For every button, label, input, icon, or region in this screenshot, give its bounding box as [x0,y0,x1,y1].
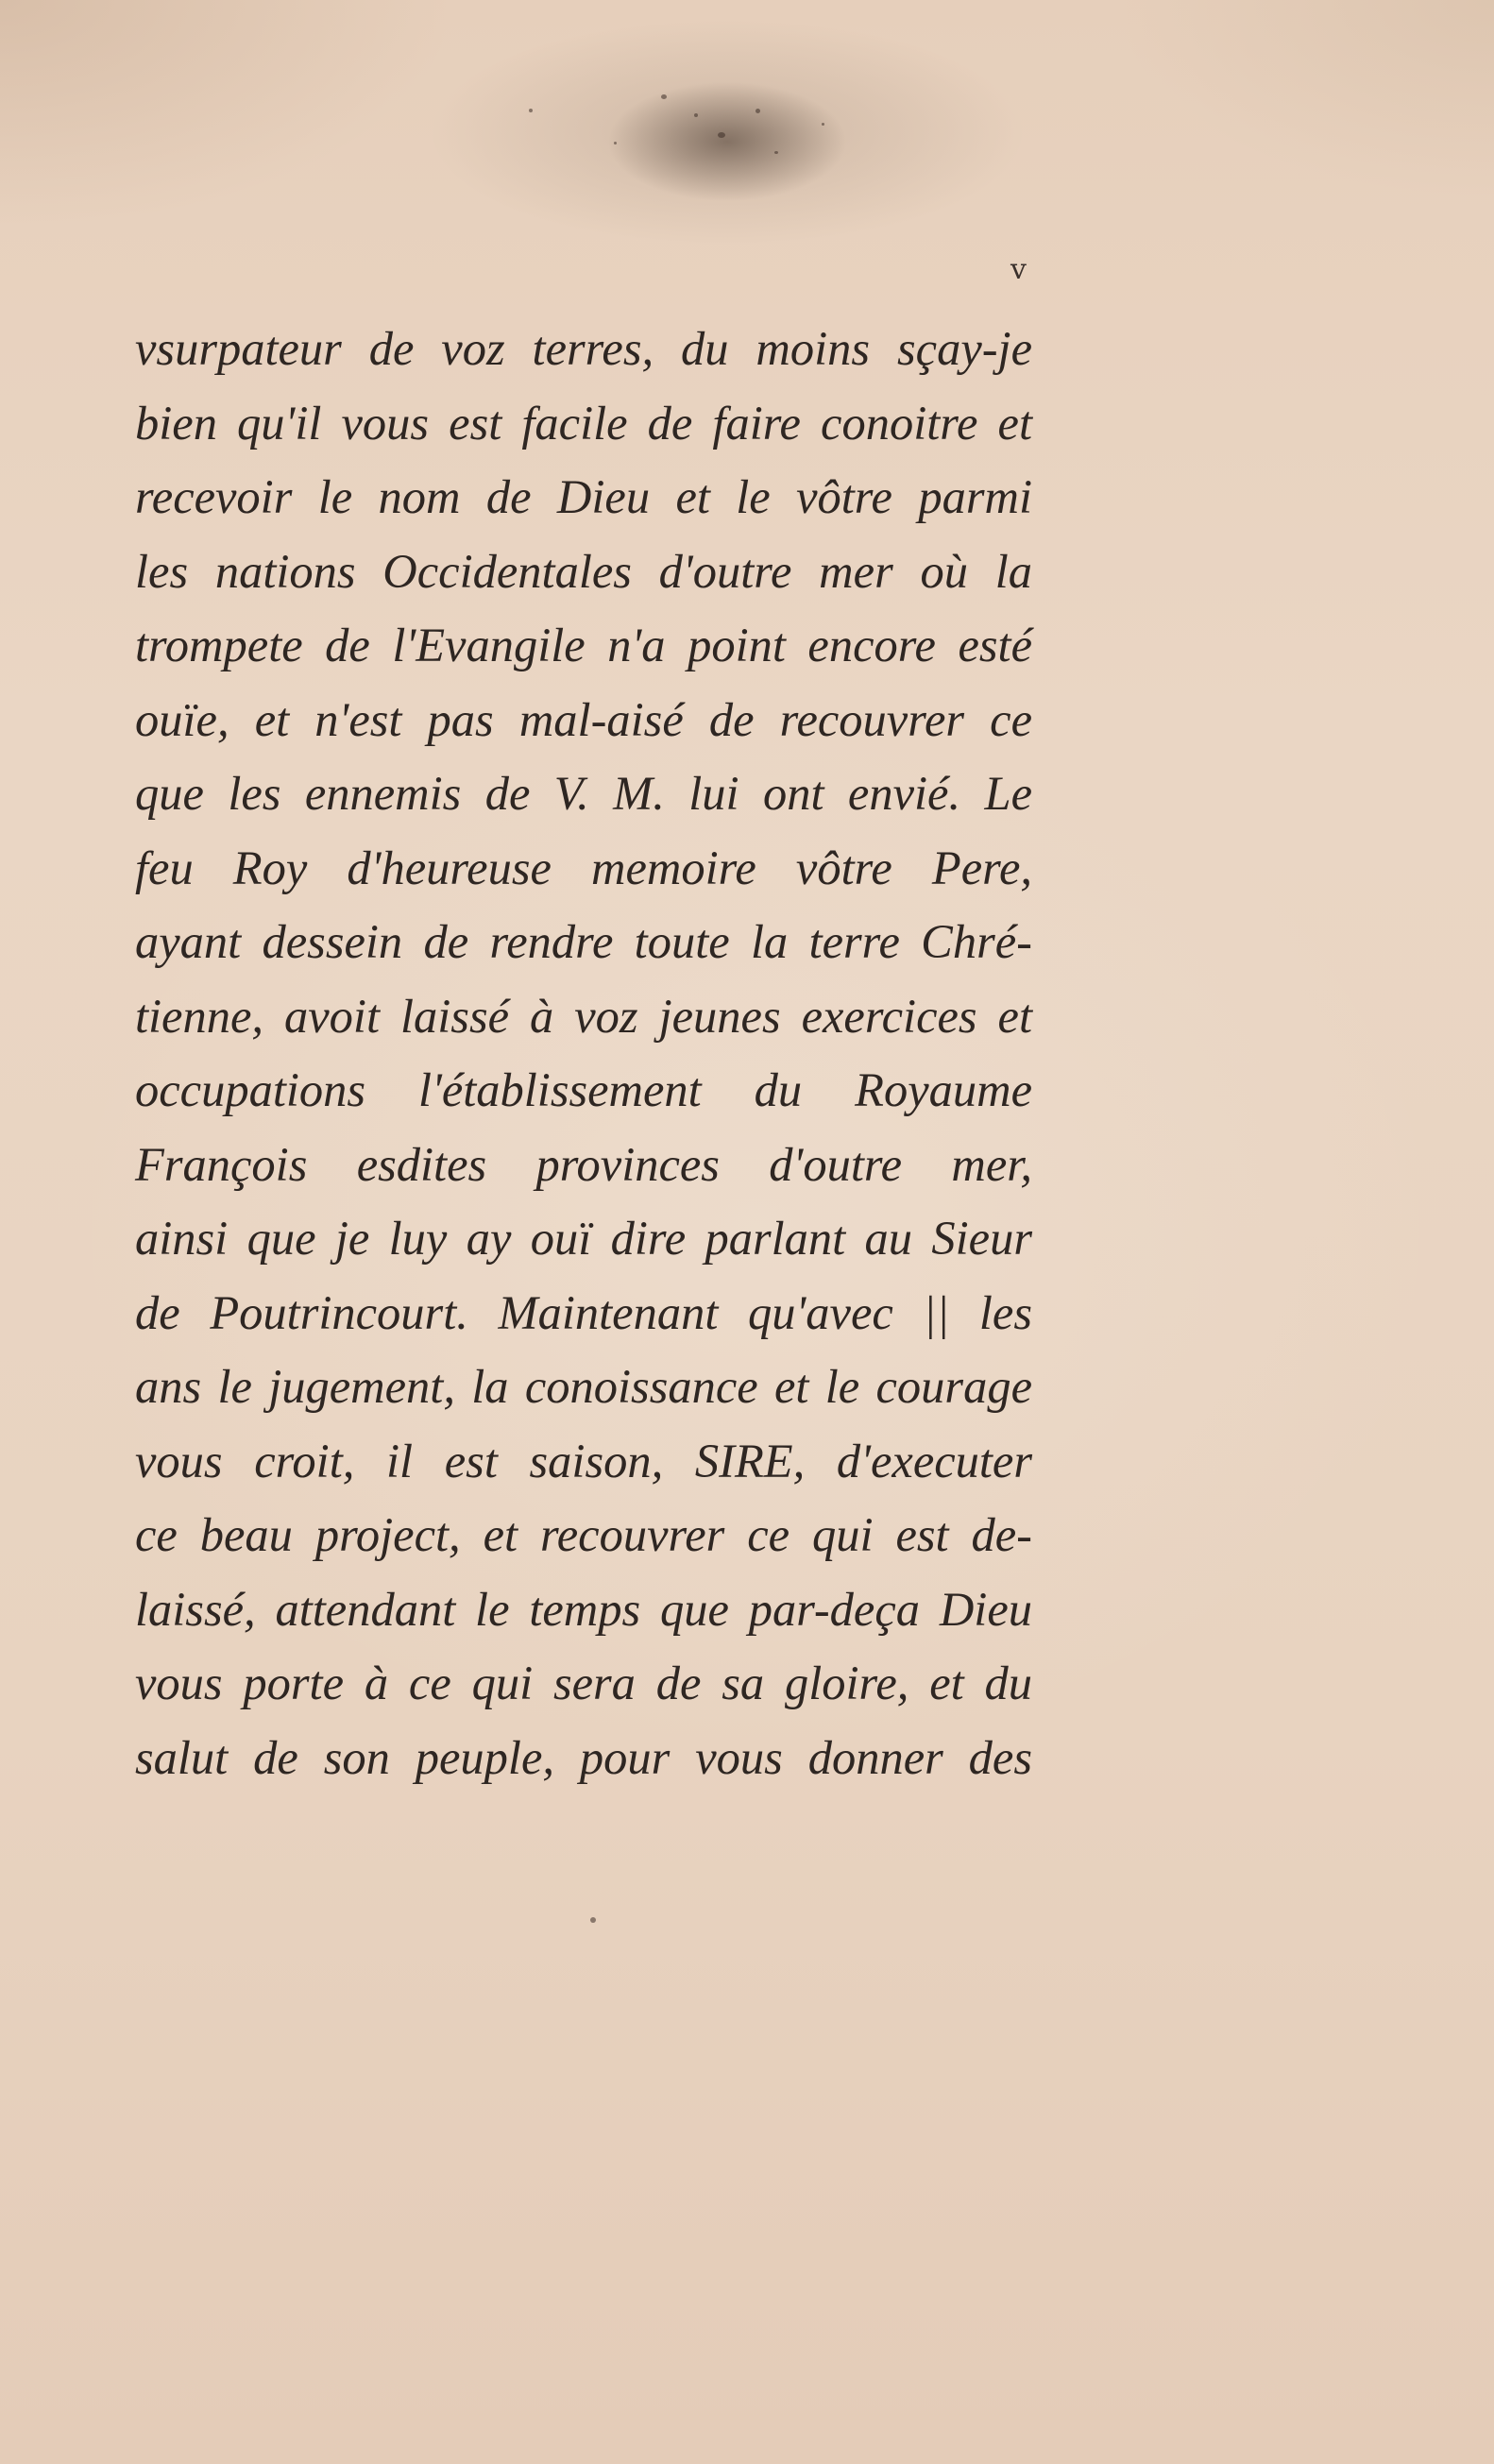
text-line: salut de son peuple, pour vous donner des [135,1730,1032,1784]
text-line: trompete de l'Evangile n'a point encore esté [135,619,1032,671]
text-line: que les ennemis de V. M. lui ont envié. Le [135,767,1032,820]
text-line: ce beau project, et recouvrer ce qui est de- [135,1508,1032,1561]
page-number: v [1010,253,1027,286]
text-line: laissé, attendant le temps que par-deça Dieu [135,1582,1032,1636]
text-line: bien qu'il vous est facile de faire conoitre et [135,396,1032,450]
text-line: vsurpateur de voz terres, du moins sçay-je [135,322,1032,375]
text-line: ainsi que je luy ay ouï dire parlant au Sieur [135,1212,1032,1265]
body-text [135,312,1032,1794]
text-line: ans le jugement, la conoissance et le courage [135,1360,1032,1413]
text-line: feu Roy d'heureuse memoire vôtre Pere, [135,841,1032,894]
text-line: vous croit, il est saison, SIRE, d'executer [135,1434,1032,1487]
text-line: ouïe, et n'est pas mal-aisé de recouvrer ce [135,692,1032,746]
text-line: ayant dessein de rendre toute la terre Chré- [135,915,1032,968]
text-line: occupations l'établissement du Royaume [135,1063,1032,1116]
text-line: de Poutrincourt. Maintenant qu'avec || les [135,1285,1032,1339]
text-line: François esdites provinces d'outre mer, [135,1137,1032,1191]
text-line: les nations Occidentales d'outre mer où la [135,544,1032,598]
text-line: tienne, avoit laissé à voz jeunes exercices et [135,989,1032,1043]
text-line: vous porte à ce qui sera de sa gloire, et du [135,1657,1032,1709]
text-line: recevoir le nom de Dieu et le vôtre parmi [135,470,1032,523]
